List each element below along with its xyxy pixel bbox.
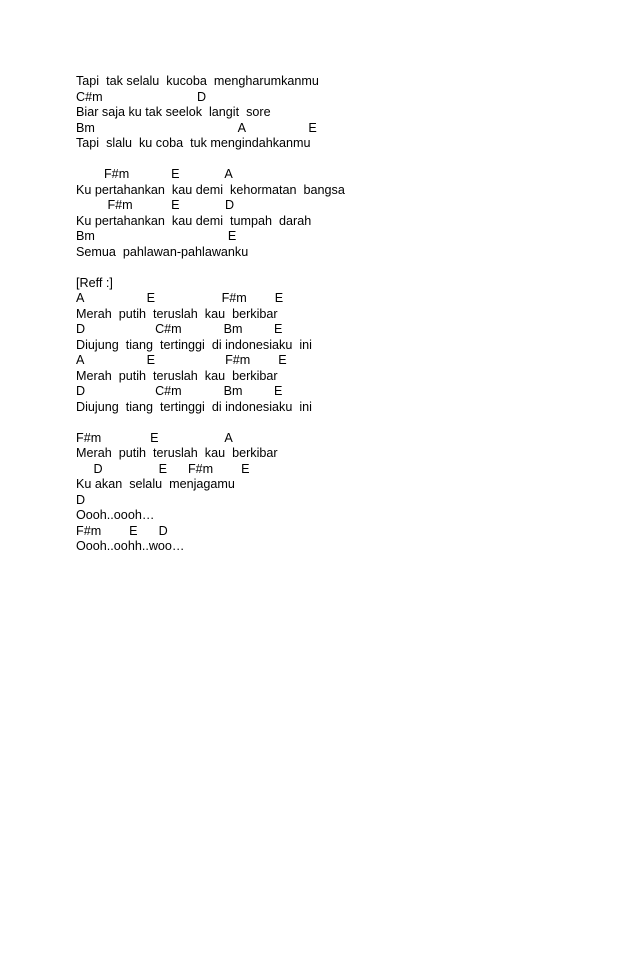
- chord-line: A E F#m E: [76, 291, 284, 305]
- lyric-line: Tapi slalu ku coba tuk mengindahkanmu: [76, 136, 311, 150]
- lyric-line: Tapi tak selalu kucoba mengharumkanmu: [76, 74, 319, 88]
- blank-line: [76, 415, 596, 431]
- chord-line: D C#m Bm E: [76, 384, 283, 398]
- chord-lyric-sheet: [76, 74, 596, 555]
- lyric-line: Biar saja ku tak seelok langit sore: [76, 105, 271, 119]
- chord-line: F#m E A: [76, 167, 233, 181]
- lyric-line: Oooh..oooh…: [76, 508, 155, 522]
- lyric-line: Oooh..oohh..woo…: [76, 539, 185, 553]
- chord-line: A E F#m E: [76, 353, 287, 367]
- lyric-line: Ku pertahankan kau demi tumpah darah: [76, 213, 312, 228]
- lyric-line: Ku akan selalu menjagamu: [76, 477, 235, 491]
- chord-line: F#m E D: [76, 523, 168, 538]
- lyric-line: Merah putih teruslah kau berkibar: [76, 306, 278, 321]
- chord-line: D E F#m E: [76, 461, 250, 476]
- chord-line: D C#m Bm E: [76, 322, 283, 336]
- lyric-line: Ku pertahankan kau demi kehormatan bangsa: [76, 182, 345, 197]
- lyric-line: Semua pahlawan-pahlawanku: [76, 244, 249, 259]
- lyric-line: Merah putih teruslah kau berkibar: [76, 368, 278, 383]
- chord-line: C#m D: [76, 89, 207, 104]
- blank-line: [76, 152, 596, 168]
- section-label: [Reff :]: [76, 275, 113, 290]
- blank-line: [76, 260, 596, 276]
- chord-line: F#m E D: [76, 198, 235, 212]
- lyric-line: Diujung tiang tertinggi di indonesiaku ini: [76, 337, 312, 352]
- chord-line: Bm E: [76, 229, 237, 243]
- lyric-line: Merah putih teruslah kau berkibar: [76, 446, 278, 460]
- chord-line: F#m E A: [76, 430, 233, 445]
- lyric-line: Diujung tiang tertinggi di indonesiaku ini: [76, 399, 312, 414]
- chord-line: D: [76, 492, 86, 507]
- chord-line: Bm A E: [76, 120, 317, 135]
